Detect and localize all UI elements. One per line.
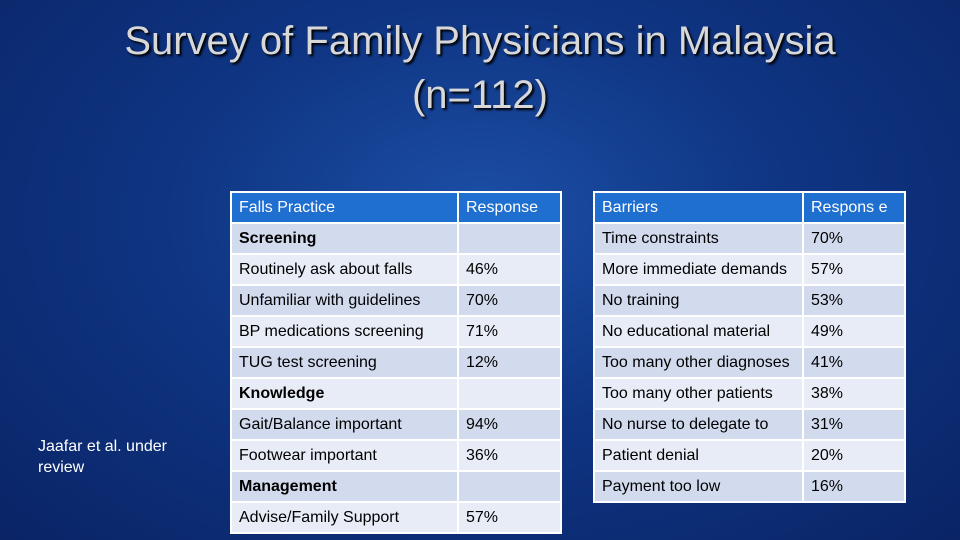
value-cell xyxy=(458,223,561,254)
table-row xyxy=(594,254,905,285)
value-cell: 70% xyxy=(458,285,561,316)
value-cell: 57% xyxy=(803,254,905,285)
section-label: Management xyxy=(231,471,458,502)
value-cell: 71% xyxy=(458,316,561,347)
table-row xyxy=(231,316,561,347)
title-line-2: (n=112) xyxy=(411,73,548,117)
table-row xyxy=(231,409,561,440)
value-cell: 46% xyxy=(458,254,561,285)
table-row xyxy=(594,223,905,254)
label-cell: Too many other patients xyxy=(594,378,803,409)
value-cell: 16% xyxy=(803,471,905,502)
table-row xyxy=(231,223,561,254)
label-cell: More immediate demands xyxy=(594,254,803,285)
title-line-1: Survey of Family Physicians in Malaysia xyxy=(124,19,836,63)
table-row xyxy=(594,285,905,316)
label-cell: Too many other diagnoses xyxy=(594,347,803,378)
label-cell: Footwear important xyxy=(231,440,458,471)
value-cell: 53% xyxy=(803,285,905,316)
label-cell: BP medications screening xyxy=(231,316,458,347)
table-row xyxy=(231,440,561,471)
table-row xyxy=(231,471,561,502)
table-row xyxy=(231,254,561,285)
header-cell: Respons e xyxy=(803,192,905,223)
header-cell: Falls Practice xyxy=(231,192,458,223)
label-cell: No educational material xyxy=(594,316,803,347)
table-row xyxy=(594,378,905,409)
header-cell: Response xyxy=(458,192,561,223)
section-label: Knowledge xyxy=(231,378,458,409)
table-row xyxy=(594,347,905,378)
label-cell: Advise/Family Support xyxy=(231,502,458,533)
label-cell: No training xyxy=(594,285,803,316)
table-row xyxy=(231,285,561,316)
citation: Jaafar et al. under review xyxy=(38,438,167,476)
table-row xyxy=(231,347,561,378)
label-cell: Gait/Balance important xyxy=(231,409,458,440)
value-cell xyxy=(458,471,561,502)
section-label: Screening xyxy=(231,223,458,254)
value-cell: 70% xyxy=(803,223,905,254)
table-row xyxy=(231,502,561,533)
value-cell: 12% xyxy=(458,347,561,378)
table-row xyxy=(594,409,905,440)
value-cell xyxy=(458,378,561,409)
header-cell: Barriers xyxy=(594,192,803,223)
value-cell: 41% xyxy=(803,347,905,378)
value-cell: 31% xyxy=(803,409,905,440)
value-cell: 49% xyxy=(803,316,905,347)
label-cell: Unfamiliar with guidelines xyxy=(231,285,458,316)
label-cell: Patient denial xyxy=(594,440,803,471)
table-row xyxy=(594,471,905,502)
table-header-row xyxy=(594,192,905,223)
table-row xyxy=(231,378,561,409)
barriers-table xyxy=(593,191,906,503)
label-cell: Payment too low xyxy=(594,471,803,502)
label-cell: Routinely ask about falls xyxy=(231,254,458,285)
value-cell: 57% xyxy=(458,502,561,533)
label-cell: Time constraints xyxy=(594,223,803,254)
label-cell: TUG test screening xyxy=(231,347,458,378)
value-cell: 20% xyxy=(803,440,905,471)
label-cell: No nurse to delegate to xyxy=(594,409,803,440)
slide-title xyxy=(0,14,960,122)
value-cell: 94% xyxy=(458,409,561,440)
value-cell: 36% xyxy=(458,440,561,471)
table-header-row xyxy=(231,192,561,223)
falls-practice-table xyxy=(230,191,562,534)
value-cell: 38% xyxy=(803,378,905,409)
table-row xyxy=(594,316,905,347)
table-row xyxy=(594,440,905,471)
